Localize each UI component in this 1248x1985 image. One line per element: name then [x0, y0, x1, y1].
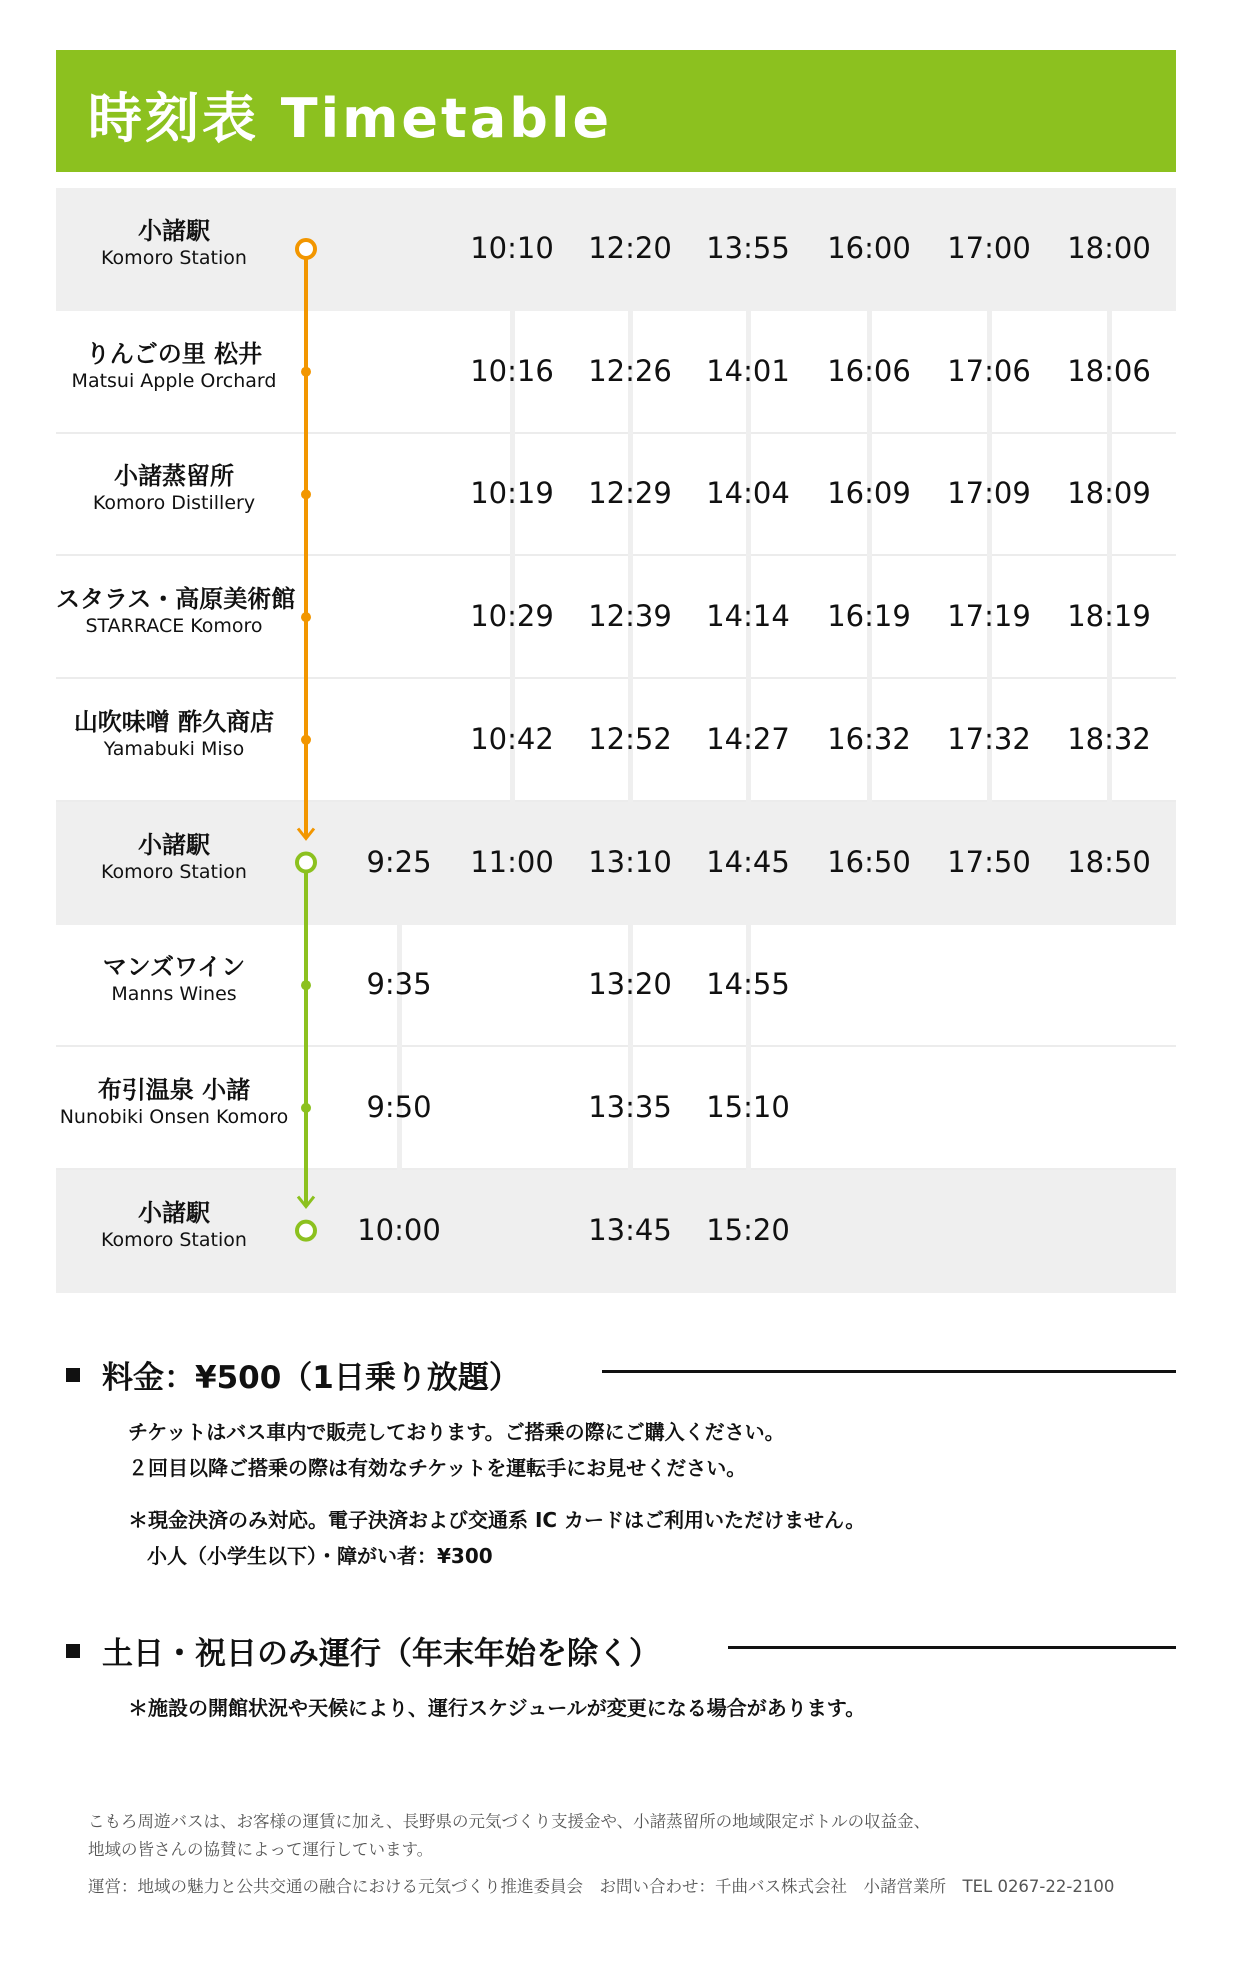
- departure-time: 14:04: [706, 476, 790, 511]
- departure-time: 10:29: [470, 599, 554, 634]
- departure-time: 16:06: [827, 353, 911, 388]
- departure-time: 13:35: [588, 1089, 672, 1124]
- fare-title-text: 料金：¥500（1日乗り放題）: [102, 1360, 520, 1396]
- departure-time: 10:19: [470, 476, 554, 511]
- departure-time: 16:19: [827, 599, 911, 634]
- departure-time: 14:14: [706, 599, 790, 634]
- fare-divider: [602, 1370, 1176, 1373]
- fare-note-1: チケットはバス車内で販売しております。ご搭乗の際にご購入ください。: [128, 1420, 785, 1444]
- departure-time: 11:00: [470, 844, 554, 879]
- stop-name-ja: りんごの里 松井: [85, 339, 263, 368]
- stop-name-en: Komoro Station: [101, 1228, 247, 1251]
- operation-title-text: 土日・祝日のみ運行（年末年始を除く）: [102, 1636, 660, 1672]
- departure-time: 9:50: [366, 1089, 432, 1124]
- stop-name-ja: 小諸駅: [138, 217, 210, 245]
- stop-name-ja: 小諸蒸留所: [114, 462, 234, 491]
- departure-time: 18:00: [1067, 231, 1151, 265]
- page-title: 時刻表 Timetable: [88, 87, 613, 150]
- departure-time: 14:01: [706, 353, 790, 388]
- departure-time: 16:50: [827, 844, 911, 879]
- stop-name-ja: マンズワイン: [102, 953, 246, 982]
- departure-time: 13:20: [588, 967, 672, 1002]
- departure-time: 16:32: [827, 721, 911, 756]
- stop-dot-icon: [301, 1103, 311, 1113]
- departure-time: 10:42: [470, 721, 554, 756]
- departure-time: 14:45: [706, 844, 790, 879]
- route-line-diagram: [56, 188, 1176, 1293]
- operation-divider: [728, 1646, 1176, 1649]
- stop-name-en: Matsui Apple Orchard: [71, 369, 277, 392]
- departure-time: 17:00: [947, 231, 1031, 265]
- departure-time: 18:09: [1067, 476, 1151, 511]
- stop-dot-icon: [301, 612, 311, 622]
- departure-time: 14:55: [706, 967, 790, 1002]
- stop-name-en: Komoro Station: [101, 860, 247, 883]
- departure-time: 18:19: [1067, 599, 1151, 634]
- departure-time: 15:20: [706, 1212, 790, 1247]
- terminal-circle-icon: [297, 1222, 315, 1240]
- header-banner: [56, 50, 1176, 172]
- departure-time: 18:06: [1067, 353, 1151, 388]
- departure-time: 10:00: [357, 1212, 441, 1247]
- departure-time: 18:50: [1067, 844, 1151, 879]
- fare-section-title: [66, 1352, 520, 1397]
- bullet-square-icon: [66, 1644, 80, 1658]
- stop-name-en: Manns Wines: [111, 983, 237, 1006]
- fare-note-2: ２回目以降ご搭乗の際は有効なチケットを運転手にお見せください。: [128, 1456, 747, 1480]
- operation-section-title: [66, 1628, 660, 1673]
- departure-time: 9:25: [366, 844, 432, 879]
- fare-note-3: ＊現金決済のみ対応。電子決済および交通系 IC カードはご利用いただけません。: [128, 1508, 866, 1532]
- stop-name-ja: 小諸駅: [138, 1198, 210, 1227]
- departure-time: 17:19: [947, 599, 1031, 634]
- departure-time: 12:29: [588, 476, 672, 511]
- stop-name-en: Komoro Distillery: [92, 492, 256, 515]
- stop-name-ja: スタラス・高原美術館: [56, 585, 296, 614]
- departure-time: 17:32: [947, 721, 1031, 756]
- departure-time: 12:26: [588, 353, 672, 388]
- departure-time: 13:55: [706, 231, 790, 265]
- departure-time: 10:10: [470, 231, 554, 265]
- departure-time: 17:09: [947, 476, 1031, 511]
- stop-name-ja: 小諸駅: [138, 830, 210, 859]
- departure-time: 12:52: [588, 721, 672, 756]
- departure-time: 17:06: [947, 353, 1031, 388]
- departure-time: 18:32: [1067, 721, 1151, 756]
- departure-time: 15:10: [706, 1089, 790, 1124]
- stop-dot-icon: [301, 367, 311, 377]
- stop-dot-icon: [301, 980, 311, 990]
- stop-name-en: Yamabuki Miso: [103, 737, 245, 760]
- departure-time: 10:16: [470, 353, 554, 388]
- departure-time: 12:20: [588, 231, 672, 265]
- stop-name-en: Komoro Station: [101, 247, 247, 269]
- fare-note-4: 小人（小学生以下）・障がい者：¥300: [147, 1544, 493, 1568]
- stop-name-ja: 布引温泉 小諸: [97, 1075, 251, 1104]
- departure-time: 13:10: [588, 844, 672, 879]
- timetable: [56, 188, 1176, 1293]
- departure-time: 13:45: [588, 1212, 672, 1247]
- departure-time: 16:09: [827, 476, 911, 511]
- stop-name-en: Nunobiki Onsen Komoro: [59, 1105, 289, 1128]
- bullet-square-icon: [66, 1368, 80, 1382]
- stop-name-en: STARRACE Komoro: [85, 615, 263, 638]
- departure-time: 16:00: [827, 231, 911, 265]
- stop-dot-icon: [301, 735, 311, 745]
- terminal-circle-icon: [297, 240, 315, 258]
- operation-note-1: ＊施設の開館状況や天候により、運行スケジュールが変更になる場合があります。: [128, 1696, 866, 1720]
- stop-dot-icon: [301, 489, 311, 499]
- departure-time: 17:50: [947, 844, 1031, 879]
- terminal-circle-icon: [297, 854, 315, 872]
- departure-time: 12:39: [588, 599, 672, 634]
- footer-operator: 運営：地域の魅力と公共交通の融合における元気づくり推進委員会 お問い合わせ：千曲バス株式会社 小諸営業所 TEL 0267-22-2100: [88, 1877, 1115, 1896]
- departure-time: 9:35: [366, 967, 432, 1002]
- footer-text-2: 地域の皆さんの協賛によって運行しています。: [88, 1840, 434, 1859]
- footer-text-1: こもろ周遊バスは、お客様の運賃に加え、長野県の元気づくり支援金や、小諸蒸留所の地域限定ボトルの収益金、: [88, 1812, 931, 1831]
- departure-time: 14:27: [706, 721, 790, 756]
- stop-name-ja: 山吹味噌 酢久商店: [73, 707, 275, 736]
